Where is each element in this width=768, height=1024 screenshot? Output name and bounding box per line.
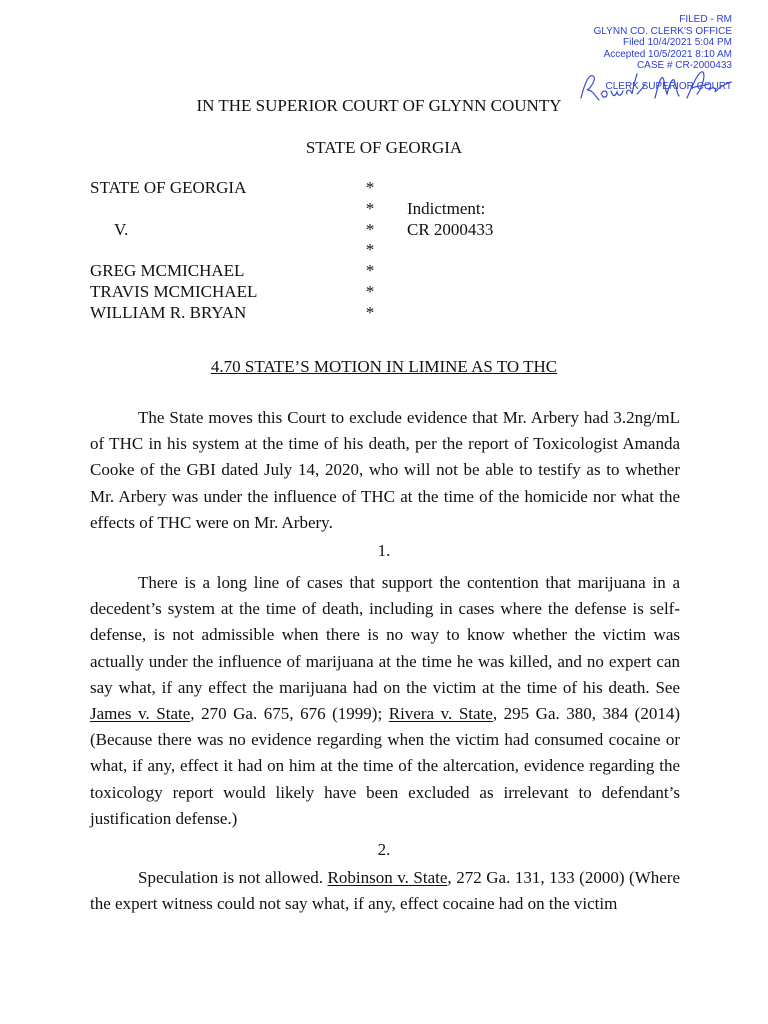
paragraph-text: Speculation is not allowed. (138, 868, 328, 887)
stamp-accepted-date: Accepted 10/5/2021 8:10 AM (603, 48, 732, 60)
plaintiff-name: STATE OF GEORGIA (90, 178, 247, 197)
caption-star: * (365, 178, 375, 197)
intro-paragraph: The State moves this Court to exclude evidence that Mr. Arbery had 3.2ng/mL of THC in his system at the time of his death, per the report of Toxicologist Amanda Cooke of the GBI dated July 14, 2020, who will not be able to testify as to whether Mr. Arbery was under the influence of THC at the time of the homicide nor what the effects of THC were on Mr. Arbery. (90, 408, 680, 532)
defendant-name: TRAVIS MCMICHAEL (90, 281, 258, 301)
paragraph-number-2: 2. (377, 840, 391, 859)
caption-divider-stars (360, 178, 380, 324)
paragraph-text: , 270 Ga. 675, 676 (1999); (190, 704, 389, 724)
paragraph-1 (90, 570, 680, 832)
case-citation-robinson: Robinson v. State (327, 868, 448, 887)
indictment-block (407, 199, 567, 241)
versus-label: V. (114, 219, 129, 239)
caption-star: * (365, 198, 375, 218)
motion-title: 4.70 STATE’S MOTION IN LIMINE AS TO THC (210, 357, 558, 376)
paragraph-number-1: 1. (377, 541, 391, 560)
paragraph-text: There is a long line of cases that support the contention that marijuana in a decedent’s system at the time of death, including in cases where the defense is self-defense, is not admissible when there is no way to know whether the victim was actually under the influence of marijuana at the time he was killed, and no expert can say what, if any effect the marijuana had on the victim at the time of his death. See (90, 573, 680, 697)
defendant-name: WILLIAM R. BRYAN (90, 302, 247, 322)
case-citation-rivera: Rivera v. State (388, 704, 493, 724)
indictment-number: CR 2000433 (407, 219, 494, 239)
paragraph-text: , 272 Ga. 131, 133 (2000) (Where the expert witness could not say what, if any, effect cocaine had on the victim (90, 868, 680, 914)
caption-star: * (365, 219, 375, 239)
caption-star: * (365, 281, 375, 301)
paragraph-2 (90, 865, 680, 917)
stamp-filed-line: FILED - RM (679, 14, 732, 25)
stamp-clerk-line: CLERK SUPERIOR COURT (605, 80, 732, 92)
case-citation-james: James v. State (90, 704, 191, 724)
caption-parties (90, 178, 330, 324)
paragraph-text: , 295 Ga. 380, 384 (2014) (Because there was no evidence regarding when the victim had consumed cocaine or what, if any, effect it had on him at the time of the altercation, evidence regarding the toxicology report would likely have been excluded as irrelevant to defendant’s justification defense.) (90, 704, 680, 828)
state-heading: STATE OF GEORGIA (305, 138, 463, 157)
court-heading: IN THE SUPERIOR COURT OF GLYNN COUNTY (196, 96, 562, 115)
defendant-name: GREG MCMICHAEL (90, 261, 245, 281)
caption-star: * (365, 302, 375, 322)
stamp-case-number: CASE # CR-2000433 (636, 60, 732, 71)
stamp-office-line: GLYNN CO. CLERK'S OFFICE (593, 25, 732, 37)
stamp-filed-date: Filed 10/4/2021 5:04 PM (623, 37, 732, 48)
caption-star: * (365, 261, 375, 281)
indictment-label: Indictment: (407, 198, 486, 218)
caption-star: * (365, 240, 375, 260)
